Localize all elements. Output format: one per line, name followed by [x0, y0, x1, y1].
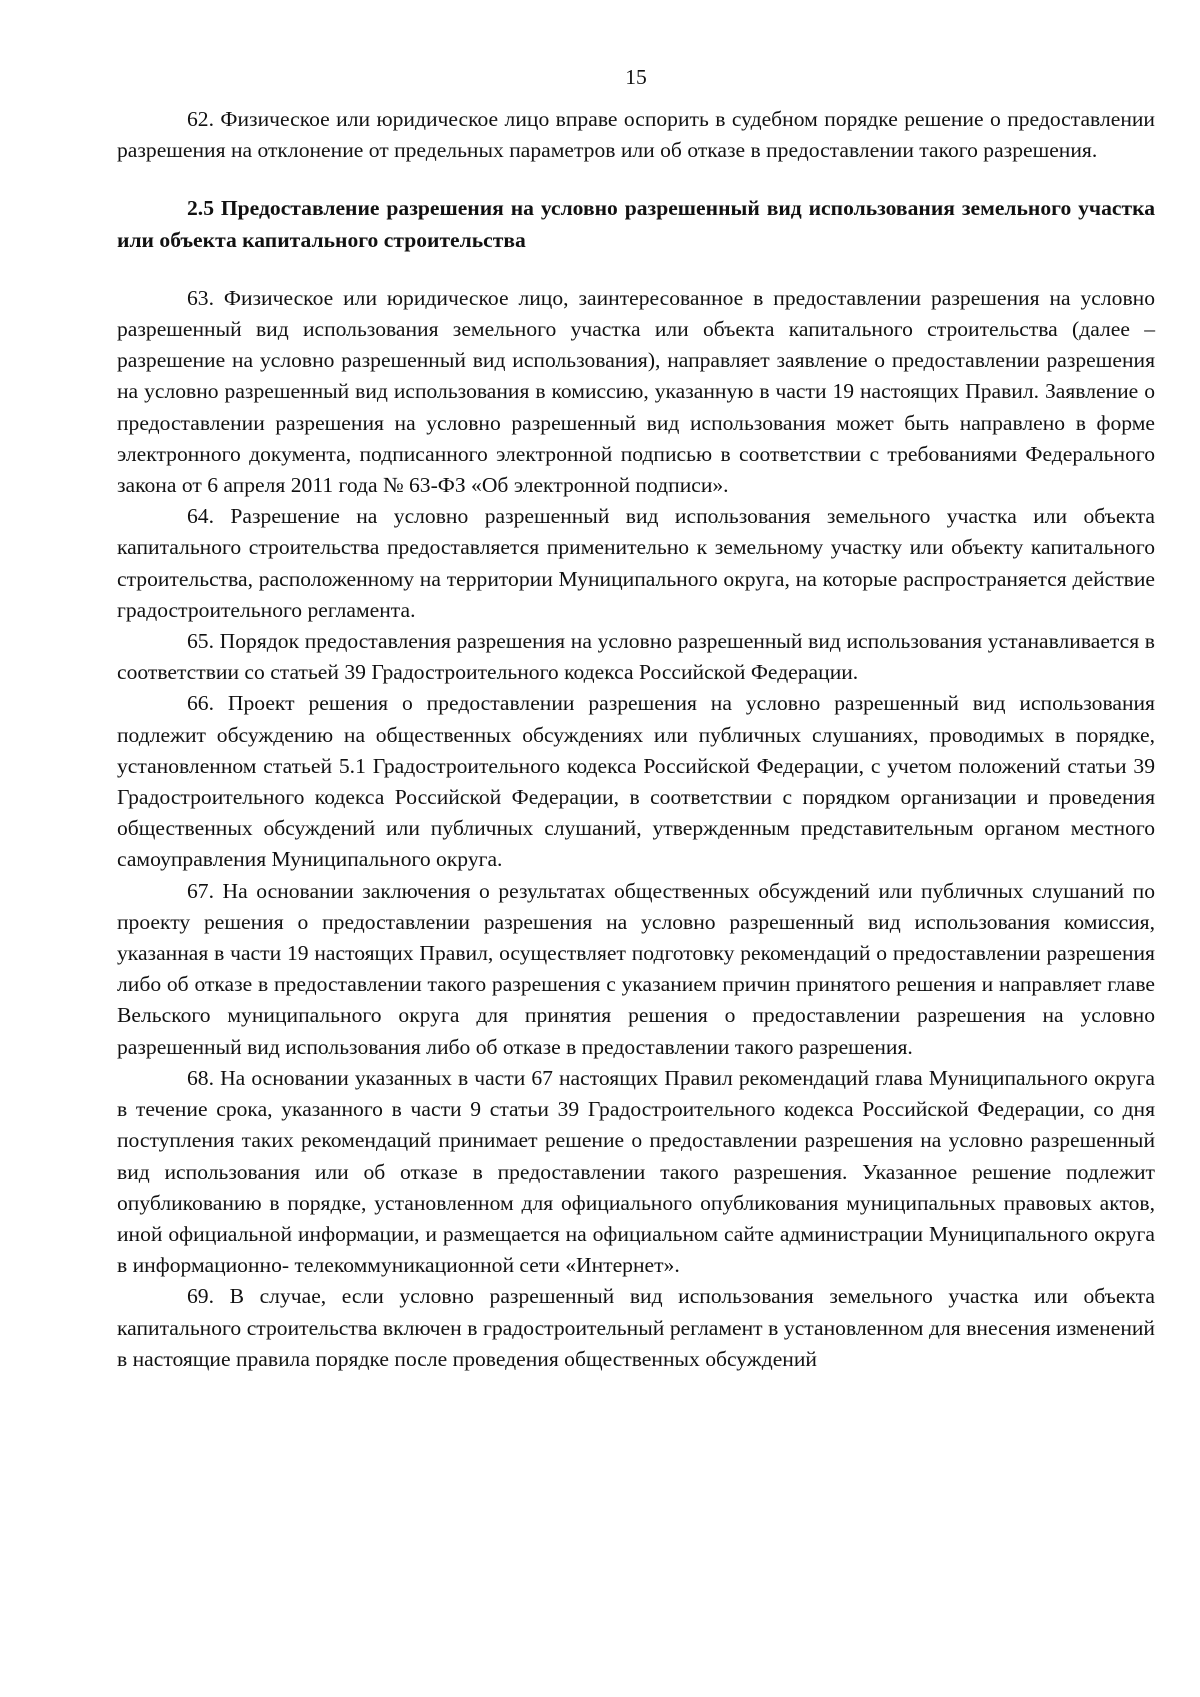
paragraph-69: 69. В случае, если условно разрешенный вид использования земельного участка или объекта капитального строительства включен в градостроительный регламент в установленном для внесения изменений в настоящие правила порядке после проведения общественных обсуждений [117, 1284, 1155, 1371]
paragraph-67: 67. На основании заключения о результатах общественных обсуждений или публичных слушаний по проекту решения о предоставлении разрешения на условно разрешенный вид использования комиссия, указанная в части 19 настоящих Правил, осуществляет подготовку рекомендаций о предоставлении разрешения либо об отказе в предоставлении такого разрешения с указанием причин принятого решения и направляет главе Вельского муниципального округа для принятия решения о предоставлении разрешения на условно разрешенный вид использования либо об отказе в предоставлении такого разрешения. [117, 878, 1155, 1059]
paragraph-66: 66. Проект решения о предоставлении разрешения на условно разрешенный вид использования подлежит обсуждению на общественных обсуждениях или публичных слушаниях, проводимых в порядке, установленном статьей 5.1 Градостроительного кодекса Российской Федерации, с учетом положений статьи 39 Градостроительного кодекса Российской Федерации, в соответствии с порядком организации и проведения общественных обсуждений или публичных слушаний, утвержденным представительным органом местного самоуправления Муниципального округа. [117, 691, 1155, 872]
page-number: 15 [625, 65, 647, 89]
document-page [117, 62, 1155, 1375]
paragraph-65: 65. Порядок предоставления разрешения на условно разрешенный вид использования устанавливается в соответствии со статьей 39 Градостроительного кодекса Российской Федерации. [117, 629, 1155, 685]
paragraph-63: 63. Физическое или юридическое лицо, заинтересованное в предоставлении разрешения на условно разрешенный вид использования земельного участка или объекта капитального строительства (далее – разрешение на условно разрешенный вид использования), направляет заявление о предоставлении разрешения на условно разрешенный вид использования в комиссию, указанную в части 19 настоящих Правил. Заявление о предоставлении разрешения на условно разрешенный вид использования может быть направлено в форме электронного документа, подписанного электронной подписью в соответствии с требованиями Федерального закона от 6 апреля 2011 года № 63-ФЗ «Об электронной подписи». [117, 285, 1155, 498]
paragraph-64: 64. Разрешение на условно разрешенный вид использования земельного участка или объекта капитального строительства предоставляется применительно к земельному участку или объекту капитального строительства, расположенному на территории Муниципального округа, на которые распространяется действие градостроительного регламента. [117, 504, 1155, 622]
paragraph-62: 62. Физическое или юридическое лицо вправе оспорить в судебном порядке решение о предоставлении разрешения на отклонение от предельных параметров или об отказе в предоставлении такого разрешения. [117, 107, 1155, 163]
paragraph-68: 68. На основании указанных в части 67 настоящих Правил рекомендаций глава Муниципального округа в течение срока, указанного в части 9 статьи 39 Градостроительного кодекса Российской Федерации, со дня поступления таких рекомендаций принимает решение о предоставлении разрешения на условно разрешенный вид использования или об отказе в предоставлении такого разрешения. Указанное решение подлежит опубликованию в порядке, установленном для официального опубликования муниципальных правовых актов, иной официальной информации, и размещается на официальном сайте администрации Муниципального округа в информационно- телекоммуникационной сети «Интернет». [117, 1065, 1155, 1278]
section-heading: 2.5 Предоставление разрешения на условно разрешенный вид использования земельного участка или объекта капитального строительства [117, 196, 1155, 252]
